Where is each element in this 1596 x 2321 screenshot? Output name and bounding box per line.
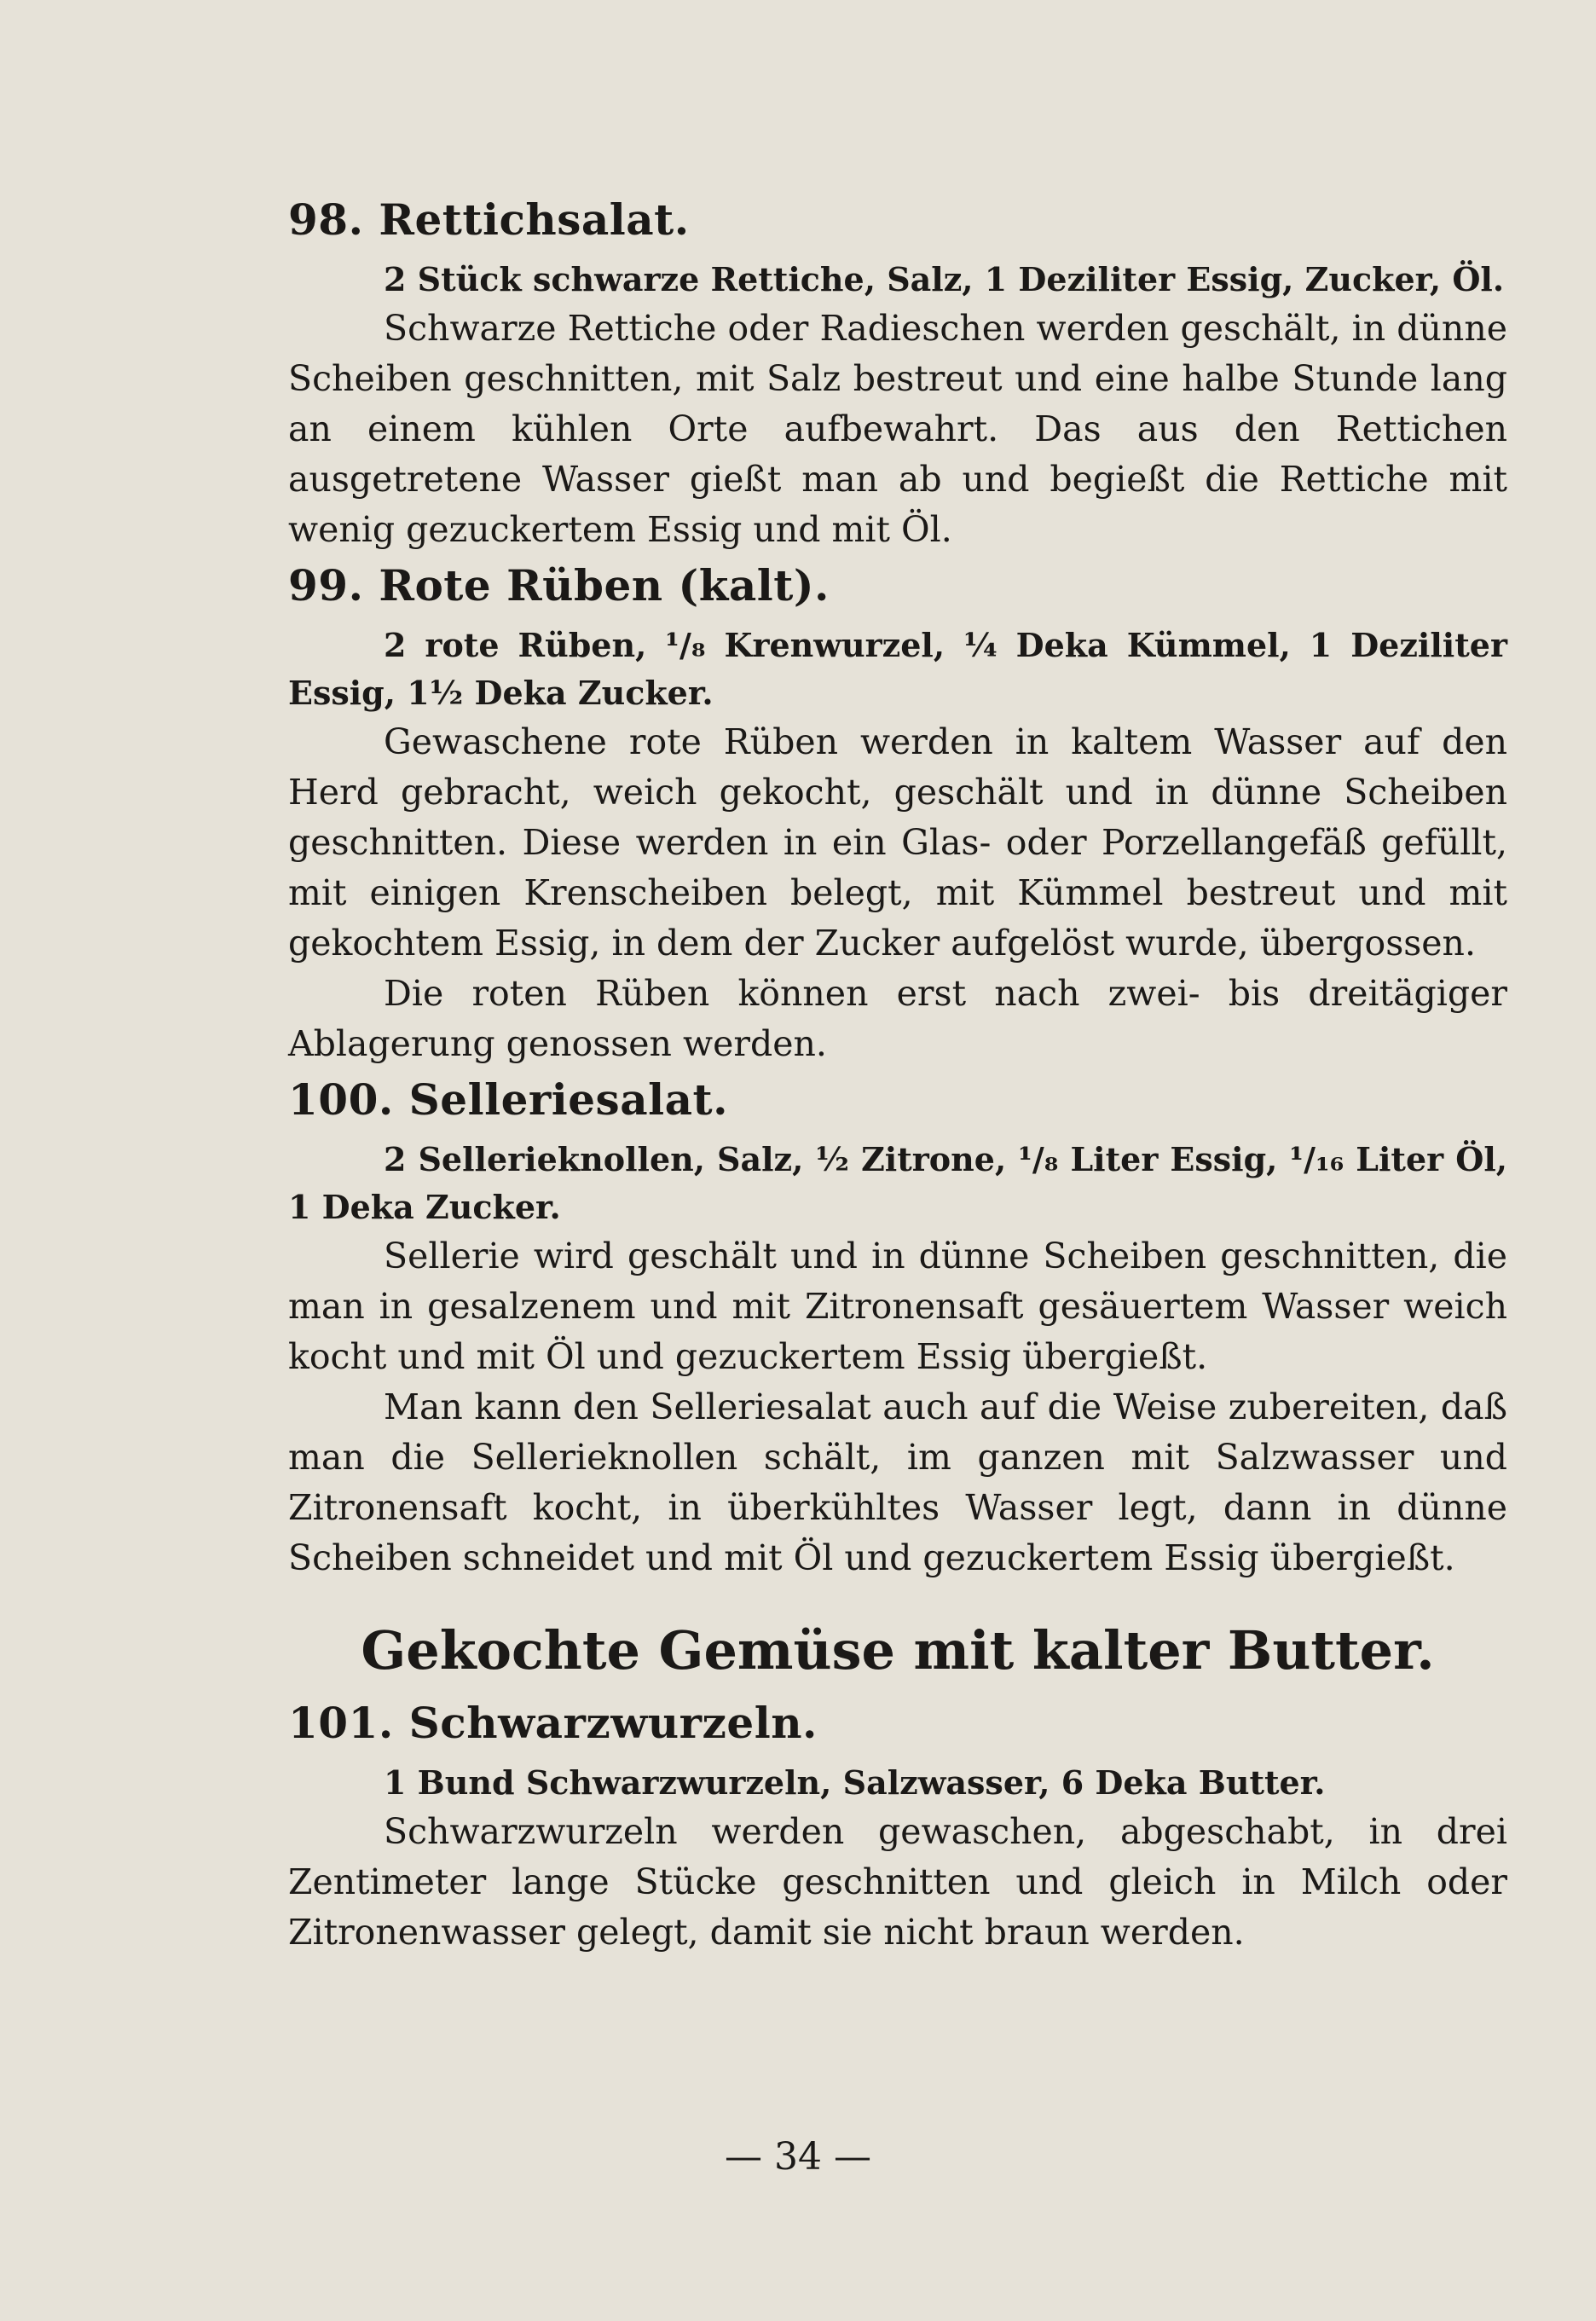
recipe-ingredients: 2 Sellerieknollen, Salz, ½ Zitrone, ¹/₈ Liter Essig, ¹/₁₆ Liter Öl, 1 Deka Zucker. [288, 1140, 1507, 1226]
recipe-instructions: Schwarzwurzeln werden gewaschen, abgeschabt, in drei Zentimeter lange Stücke geschnitten und gleich in Milch oder Zitronenwasser gelegt, damit sie nicht braun werden. [288, 1811, 1507, 1953]
recipe-title: 98. Rettichsalat. [288, 194, 690, 245]
recipe-98 [288, 194, 1507, 555]
recipe-ingredients: 2 Stück schwarze Rettiche, Salz, 1 Deziliter Essig, Zucker, Öl. [384, 260, 1505, 298]
recipe-100 [288, 1074, 1507, 1583]
recipe-instructions: Gewaschene rote Rüben werden in kaltem Wasser auf den Herd gebracht, weich gekocht, geschält und in dünne Scheiben geschnitten. Diese werden in ein Glas- oder Porzellangefäß gefüllt, mit einigen Krenscheiben belegt, mit Kümmel bestreut und mit gekochtem Essig, in dem der Zucker aufgelöst wurde, übergossen. [288, 721, 1507, 964]
recipe-title: 99. Rote Rüben (kalt). [288, 560, 830, 611]
recipe-title: 101. Schwarzwurzeln. [288, 1698, 818, 1748]
page-number: — 34 — [725, 2135, 871, 2179]
recipe-101 [288, 1698, 1507, 1958]
recipe-ingredients: 1 Bund Schwarzwurzeln, Salzwasser, 6 Deka Butter. [384, 1763, 1326, 1802]
recipe-instructions: Sellerie wird geschält und in dünne Scheiben geschnitten, die man in gesalzenem und mit Zitronensaft gesäuertem Wasser weich kocht und mit Öl und gezuckertem Essig übergießt. [288, 1236, 1507, 1377]
recipe-99 [288, 560, 1507, 1069]
recipe-note: Die roten Rüben können erst nach zwei- bis dreitägiger Ablagerung genossen werden. [288, 973, 1507, 1064]
page-content [288, 194, 1507, 1963]
recipe-ingredients: 2 rote Rüben, ¹/₈ Krenwurzel, ¼ Deka Kümmel, 1 Deziliter Essig, 1½ Deka Zucker. [288, 626, 1507, 712]
recipe-title: 100. Selleriesalat. [288, 1074, 728, 1125]
recipe-instructions: Schwarze Rettiche oder Radieschen werden geschält, in dünne Scheiben geschnitten, mit Salz bestreut und eine halbe Stunde lang an einem kühlen Orte aufbewahrt. Das aus den Rettichen ausgetretene Wasser gießt man ab und begießt die Rettiche mit wenig gezuckertem Essig und mit Öl. [288, 308, 1507, 550]
recipe-variant: Man kann den Selleriesalat auch auf die Weise zubereiten, daß man die Sellerieknollen schält, im ganzen mit Salzwasser und Zitronensaft kocht, in überkühltes Wasser legt, dann in dünne Scheiben schneidet und mit Öl und gezuckertem Essig übergießt. [288, 1386, 1507, 1578]
section-heading: Gekochte Gemüse mit kalter Butter. [361, 1619, 1435, 1681]
